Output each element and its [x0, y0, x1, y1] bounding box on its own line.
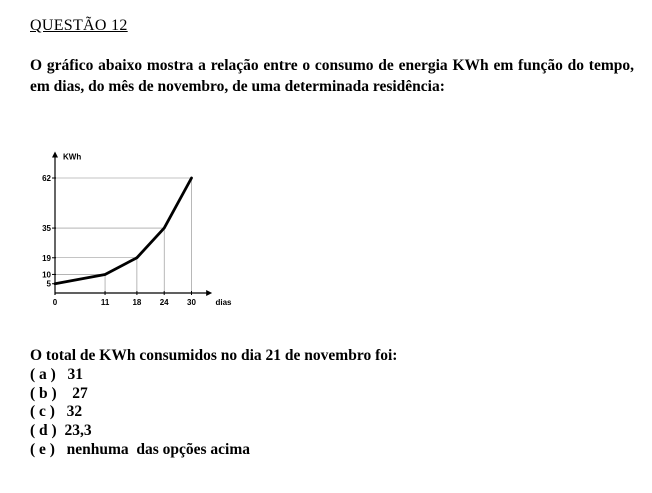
option-c[interactable]: ( c ) 32 — [30, 403, 83, 421]
y-tick-label: 19 — [42, 253, 51, 263]
x-tick-label: 0 — [52, 298, 58, 307]
x-tick-label: 11 — [100, 298, 110, 307]
y-tick-label: 5 — [46, 279, 51, 289]
consumption-chart — [30, 118, 250, 318]
x-tick-label: 30 — [187, 298, 196, 307]
x-axis-arrow — [206, 290, 212, 296]
option-b[interactable]: ( b ) 27 — [30, 384, 88, 402]
x-tick-label: 18 — [132, 298, 142, 307]
y-tick-label: 62 — [42, 173, 51, 183]
option-e[interactable]: ( e ) nenhuma das opções acima — [30, 440, 251, 458]
y-axis-arrow — [52, 151, 58, 157]
y-axis-label: KWh — [63, 152, 82, 162]
question-statement: O gráfico abaixo mostra a relação entre o consumo de energia KWh em função do tempo, em dias, do mês de novembro, de uma determinada residência: — [30, 57, 634, 95]
option-d[interactable]: ( d ) 23,3 — [30, 422, 92, 440]
x-axis-label: dias — [215, 298, 232, 307]
answer-options — [30, 366, 250, 459]
question-title: QUESTÃO 12 — [30, 17, 128, 34]
question-prompt: O total de KWh consumidos no dia 21 de novembro foi: — [30, 347, 398, 364]
x-tick-label: 24 — [159, 298, 169, 307]
y-tick-label: 10 — [42, 270, 51, 280]
consumption-line — [55, 178, 192, 284]
option-a[interactable]: ( a ) 31 — [30, 366, 83, 383]
y-tick-label: 35 — [42, 224, 51, 234]
